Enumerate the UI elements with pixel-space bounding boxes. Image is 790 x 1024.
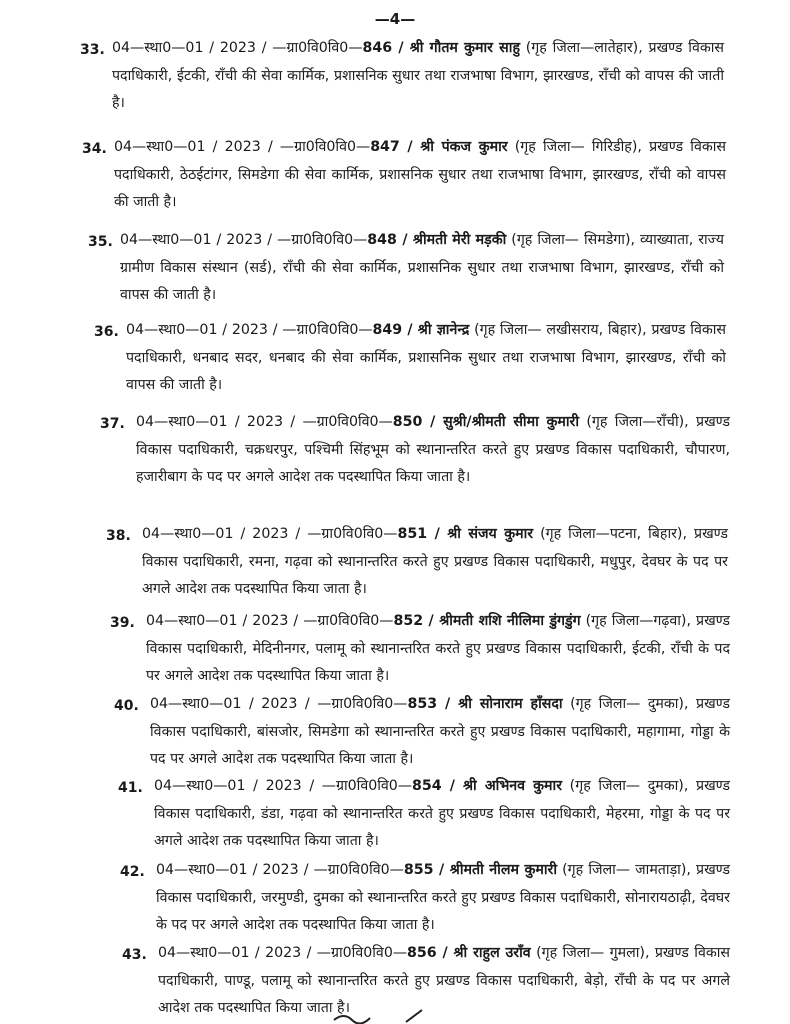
order-number: 847 [370, 139, 400, 155]
entry-number: 42. [120, 864, 145, 880]
list-item [136, 409, 730, 492]
separator: / [392, 40, 410, 56]
separator: / [399, 139, 421, 155]
entry-text: (गृह जिला— दुमका), प्रखण्ड विकास पदाधिकारी, बांसजोर, सिमडेगा को स्थानान्तरित करते हुए प्रखण्ड विकास पदाधिकारी, महागामा, गोड्डा के पद पर अगले आदेश तक पदस्थापित किया जाता है। [150, 696, 730, 767]
entry-number: 34. [82, 141, 107, 157]
order-number: 851 [397, 526, 428, 542]
separator: / [437, 696, 459, 712]
file-reference: 04—स्था0—01 / 2023 / —ग्रा0वि0वि0— [120, 232, 368, 248]
list-item [154, 773, 730, 856]
entry-text: (गृह जिला—पटना, बिहार), प्रखण्ड विकास पदाधिकारी, रमना, गढ़वा को स्थानान्तरित करते हुए प्रखण्ड विकास पदाधिकारी, मधुपुर, देवघर के पद पर अगले आदेश तक पदस्थापित किया जाता है। [142, 526, 728, 597]
separator: / [436, 945, 454, 961]
file-reference: 04—स्था0—01 / 2023 / —ग्रा0वि0वि0— [156, 862, 404, 878]
list-item [158, 940, 730, 1023]
list-item [126, 317, 726, 400]
entry-number: 35. [88, 234, 113, 250]
file-reference: 04—स्था0—01 / 2023 / —ग्रा0वि0वि0— [150, 696, 408, 712]
file-reference: 04—स्था0—01 / 2023 / —ग्रा0वि0वि0— [112, 40, 363, 56]
order-number: 849 [372, 322, 403, 338]
file-reference: 04—स्था0—01 / 2023 / —ग्रा0वि0वि0— [154, 778, 413, 794]
signature-mark [330, 1008, 440, 1024]
entry-text: (गृह जिला— जामताड़ा), प्रखण्ड विकास पदाधिकारी, जरमुण्डी, दुमका को स्थानान्तरित करते हुए प्रखण्ड विकास पदाधिकारी, सोनारायठाढ़ी, देवघर के पद पर अगले आदेश तक पदस्थापित किया जाता है। [156, 862, 731, 933]
list-item [150, 691, 730, 774]
separator: / [423, 613, 440, 629]
page-number: —4— [374, 10, 416, 28]
entry-text: (गृह जिला— दुमका), प्रखण्ड विकास पदाधिकारी, डंडा, गढ़वा को स्थानान्तरित करते हुए प्रखण्ड विकास पदाधिकारी, मेहरमा, गोड्डा के पद पर अगले आदेश तक पदस्थापित किया जाता है। [154, 778, 731, 849]
file-reference: 04—स्था0—01 / 2023 / —ग्रा0वि0वि0— [158, 945, 408, 961]
list-item [142, 521, 728, 604]
file-reference: 04—स्था0—01 / 2023 / —ग्रा0वि0वि0— [114, 139, 371, 155]
file-reference: 04—स्था0—01 / 2023 / —ग्रा0वि0वि0— [142, 526, 398, 542]
order-number: 854 [412, 778, 442, 794]
entry-number: 38. [106, 528, 131, 544]
order-number: 848 [367, 232, 397, 248]
entry-number: 41. [118, 780, 143, 796]
officer-name: श्रीमती शशि नीलिमा डुंगडुंग [439, 613, 581, 629]
officer-name: श्री ज्ञानेन्द्र [417, 322, 470, 338]
officer-name: श्रीमती मेरी मड़की [412, 232, 507, 248]
entry-text: (गृह जिला—राँची), प्रखण्ड विकास पदाधिकारी, चक्रधरपुर, पश्चिमी सिंहभूम को स्थानान्तरित करते हुए प्रखण्ड विकास पदाधिकारी, चौपारण, हजारीबाग के पद पर अगले आदेश तक पदस्थापित किया जाता है। [136, 414, 731, 485]
officer-name: श्री अभिनव कुमार [463, 778, 563, 794]
officer-name: श्री गौतम कुमार साहु [409, 40, 520, 56]
separator: / [422, 414, 444, 430]
entry-text: (गृह जिला—गढ़वा), प्रखण्ड विकास पदाधिकारी, मेदिनीनगर, पलामू को स्थानान्तरित करते हुए प्रखण्ड विकास पदाधिकारी, ईटकी, राँची के पद पर अगले आदेश तक पदस्थापित किया जाता है। [146, 613, 731, 684]
order-number: 856 [407, 945, 437, 961]
entry-text: (गृह जिला— लखीसराय, बिहार), प्रखण्ड विकास पदाधिकारी, धनबाद सदर, धनबाद की सेवा कार्मिक, प्रशासनिक सुधार तथा राजभाषा विभाग, झारखण्ड, राँची को वापस की जाती है। [126, 322, 726, 393]
list-item [156, 857, 730, 940]
officer-name: सुश्री/श्रीमती सीमा कुमारी [443, 414, 580, 430]
entry-number: 39. [110, 615, 135, 631]
file-reference: 04—स्था0—01 / 2023 / —ग्रा0वि0वि0— [146, 613, 394, 629]
order-number: 853 [407, 696, 438, 712]
separator: / [402, 322, 418, 338]
entry-number: 43. [122, 947, 147, 963]
entry-text: (गृह जिला— गुमला), प्रखण्ड विकास पदाधिकारी, पाण्डू, पलामू को स्थानान्तरित करते हुए प्रखण्ड विकास पदाधिकारी, बेड़ो, राँची के पद पर अगले आदेश तक पदस्थापित किया जाता है। [158, 945, 730, 1016]
list-item [146, 608, 730, 691]
entry-number: 37. [100, 416, 125, 432]
list-item [114, 134, 726, 217]
separator: / [427, 526, 448, 542]
entry-text: (गृह जिला— गिरिडीह), प्रखण्ड विकास पदाधिकारी, ठेठईटांगर, सिमडेगा की सेवा कार्मिक, प्रशासनिक सुधार तथा राजभाषा विभाग, झारखण्ड, राँची को वापस की जाती है। [114, 139, 726, 210]
entry-text: (गृह जिला— सिमडेगा), व्याख्याता, राज्य ग्रामीण विकास संस्थान (सर्ड), राँची की सेवा कार्मिक, प्रशासनिक सुधार तथा राजभाषा विभाग, झारखण्ड, राँची को वापस की जाती है। [120, 232, 725, 303]
officer-name: श्री राहुल उराँव [453, 945, 531, 961]
officer-name: श्री पंकज कुमार [420, 139, 508, 155]
order-number: 855 [403, 862, 434, 878]
order-number: 850 [392, 414, 423, 430]
order-number: 852 [393, 613, 424, 629]
separator: / [433, 862, 450, 878]
officer-name: श्रीमती नीलम कुमारी [449, 862, 558, 878]
officer-name: श्री संजय कुमार [447, 526, 534, 542]
entry-number: 36. [94, 324, 119, 340]
list-item [120, 227, 724, 310]
list-item [112, 35, 724, 118]
entry-number: 33. [80, 42, 105, 58]
file-reference: 04—स्था0—01 / 2023 / —ग्रा0वि0वि0— [136, 414, 393, 430]
entry-number: 40. [114, 698, 139, 714]
entry-text: (गृह जिला—लातेहार), प्रखण्ड विकास पदाधिकारी, ईटकी, राँची की सेवा कार्मिक, प्रशासनिक सुधार तथा राजभाषा विभाग, झारखण्ड, राँची को वापस की जाती है। [112, 40, 724, 111]
officer-name: श्री सोनाराम हाँसदा [458, 696, 563, 712]
order-number: 846 [362, 40, 393, 56]
separator: / [396, 232, 413, 248]
file-reference: 04—स्था0—01 / 2023 / —ग्रा0वि0वि0— [126, 322, 373, 338]
separator: / [441, 778, 464, 794]
